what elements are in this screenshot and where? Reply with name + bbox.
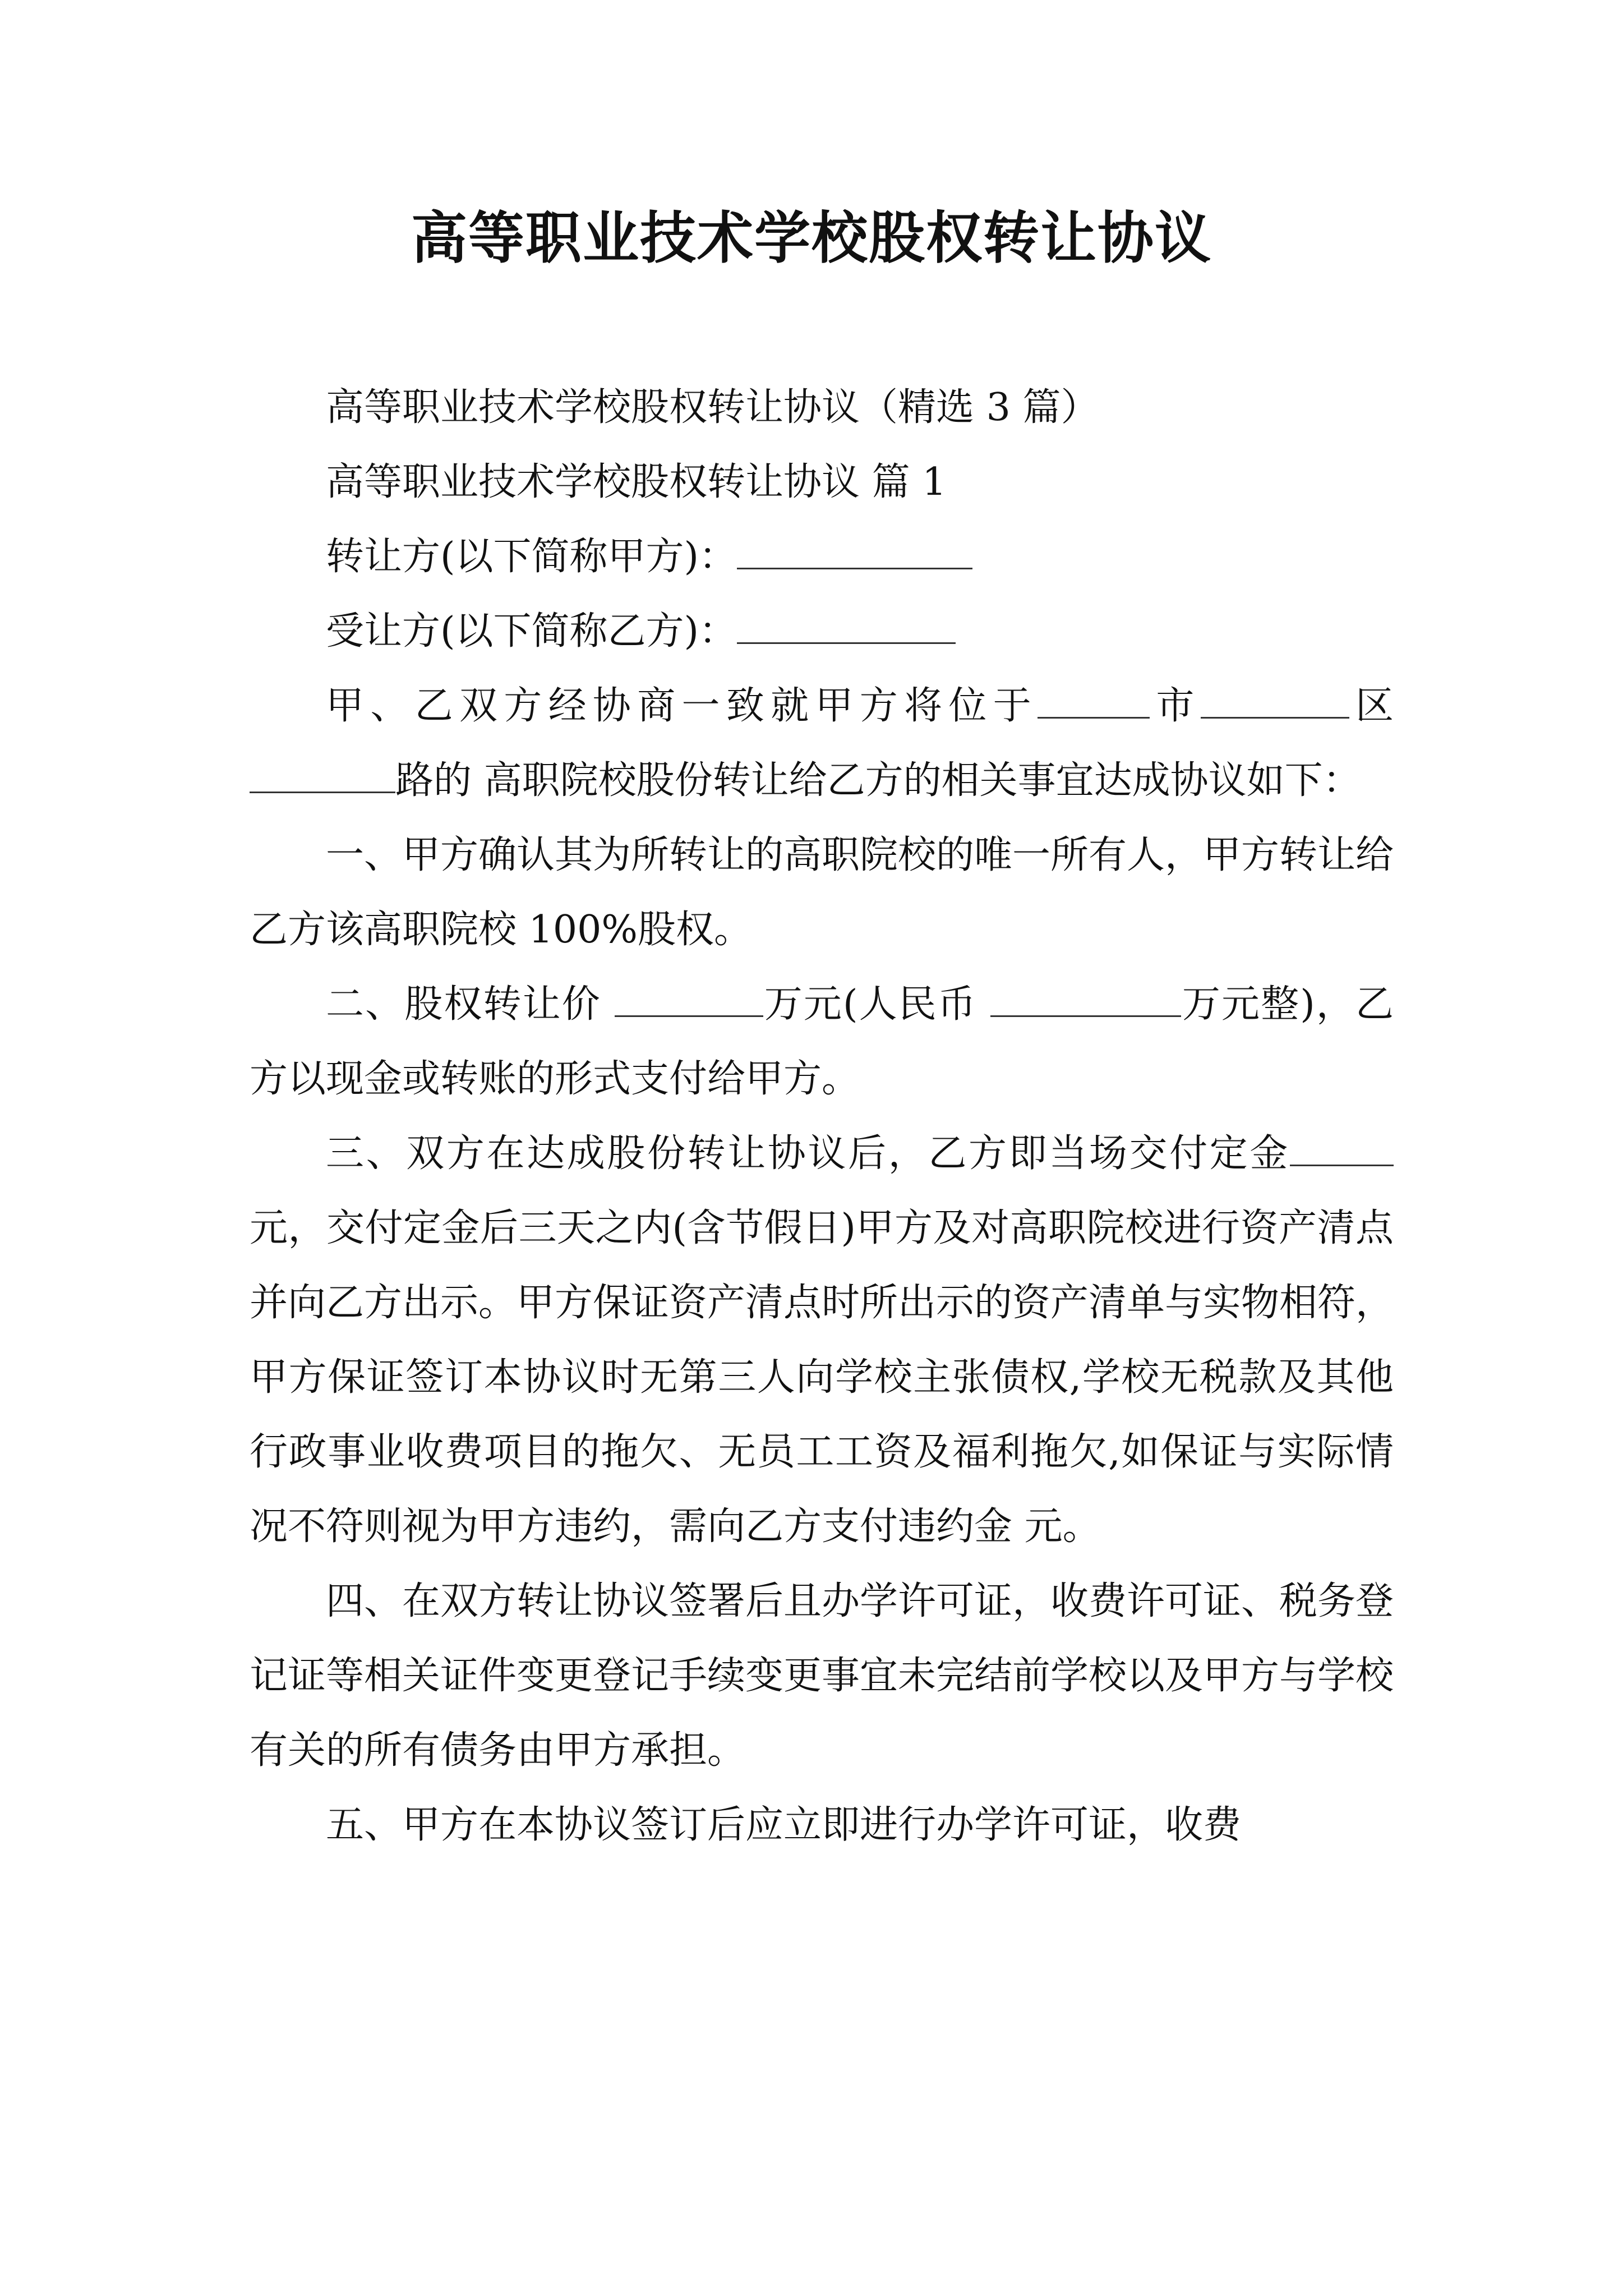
clause-2: 二、股权转让价 万元(人民币 万元整)，乙方以现金或转账的形式支付给甲方。 [250, 967, 1394, 1116]
document-body [250, 370, 1394, 1862]
document-title: 高等职业技术学校股权转让协议 [411, 205, 1212, 271]
deposit-blank [1290, 1128, 1394, 1166]
collection-line: 高等职业技术学校股权转让协议（精选 3 篇） [326, 385, 1099, 430]
article-heading: 高等职业技术学校股权转让协议 篇 1 [326, 460, 947, 504]
clause-5: 五、甲方在本协议签订后应立即进行办学许可证，收费 [326, 1803, 1242, 1847]
clause-3: 三、双方在达成股份转让协议后，乙方即当场交付定金 元，交付定金后三天之内(含节假日)甲方及对高职院校进行资产清点并向乙方出示。甲方保证资产清点时所出示的资产清单与实物相符，甲方保证签订本协议时无第三人向学校主张债权,学校无税款及其他行政事业收费项目的拖欠、无员工工资及福利拖欠,如保证与实际情况不符则视为甲方违约，需向乙方支付违约金 元。 [250, 1116, 1394, 1564]
intro-paragraph: 甲、乙双方经协商一致就甲方将位于 市 区路的 高职院校股份转让给乙方的相关事宜达成协议如下： [250, 669, 1394, 818]
road-blank [250, 755, 395, 793]
transferee-line: 受让方(以下简称乙方)： [250, 594, 1394, 669]
rmb-blank [990, 979, 1181, 1017]
district-blank [1201, 680, 1349, 719]
price-blank [615, 979, 763, 1017]
clause-1: 一、甲方确认其为所转让的高职院校的唯一所有人，甲方转让给乙方该高职院校 100%股权。 [250, 833, 1394, 952]
clause-4: 四、在双方转让协议签署后且办学许可证，收费许可证、税务登记证等相关证件变更登记手续变更事宜未完结前学校以及甲方与学校有关的所有债务由甲方承担。 [250, 1579, 1394, 1773]
transferee-blank [737, 606, 956, 644]
city-blank [1038, 680, 1150, 719]
transferor-line: 转让方(以下简称甲方)： [250, 519, 1394, 594]
transferor-blank [737, 531, 972, 569]
